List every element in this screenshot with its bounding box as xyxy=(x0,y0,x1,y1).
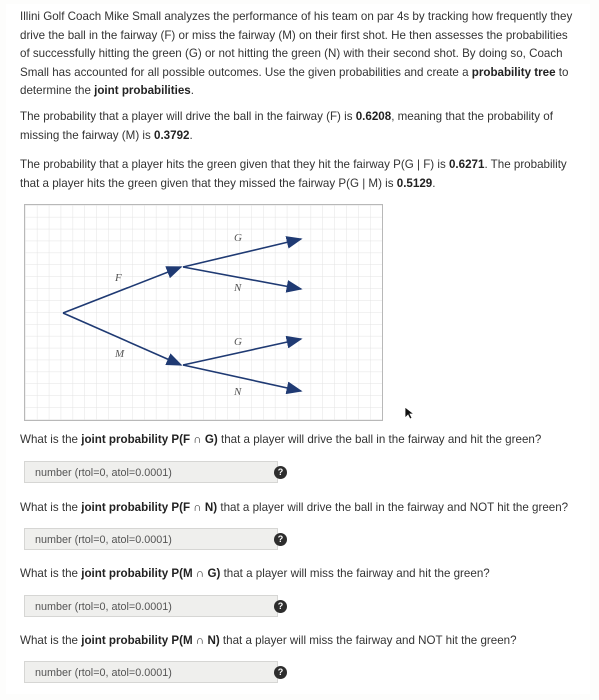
question-3-bold: joint probability P(M ∩ G) xyxy=(81,567,221,580)
text-run-4: . xyxy=(432,176,436,190)
question-4 xyxy=(20,634,585,647)
question-1-pre: What is the xyxy=(20,433,82,446)
question-3 xyxy=(20,567,585,580)
tree-label-g-top: G xyxy=(234,232,242,244)
help-icon-4[interactable]: ? xyxy=(274,666,287,679)
tree-label-n-top: N xyxy=(234,282,242,294)
text-run-2: . The probability that a player hits the green given that they missed the fairway P(G | M) is xyxy=(20,158,567,190)
answer-input-2[interactable]: number (rtol=0, atol=0.0001) xyxy=(24,528,278,550)
answer-input-1[interactable]: number (rtol=0, atol=0.0001) xyxy=(24,461,278,483)
question-1 xyxy=(20,433,585,446)
question-3-post: that a player will miss the fairway and hit the green? xyxy=(220,567,490,580)
problem-intro xyxy=(20,8,580,101)
mouse-cursor-icon xyxy=(404,406,416,420)
help-icon-3[interactable]: ? xyxy=(274,600,287,613)
tree-label-m: M xyxy=(115,348,125,360)
help-icon-1[interactable]: ? xyxy=(274,466,287,479)
tree-label-n-bottom: N xyxy=(234,386,242,398)
fairway-probability-text xyxy=(20,108,580,145)
question-2-bold: joint probability P(F ∩ N) xyxy=(81,501,218,514)
bold-run-3: joint probabilities xyxy=(94,84,191,97)
text-run-4: . xyxy=(190,84,194,97)
answer-input-3[interactable]: number (rtol=0, atol=0.0001) xyxy=(24,595,278,617)
problem-card xyxy=(6,4,590,694)
probability-tree-diagram xyxy=(24,204,383,421)
text-run-4: . xyxy=(189,128,193,142)
question-2-post: that a player will drive the ball in the fairway and NOT hit the green? xyxy=(217,501,569,514)
tree-label-g-bottom: G xyxy=(234,336,242,348)
answer-input-4[interactable]: number (rtol=0, atol=0.0001) xyxy=(24,661,278,683)
bold-run-1: 0.6271 xyxy=(448,158,485,171)
text-run-2: , meaning that the probability of missing the fairway (M) is xyxy=(20,110,553,142)
text-run-2: to determine the xyxy=(20,65,569,97)
tree-label-f: F xyxy=(115,272,122,284)
green-probability-text xyxy=(20,156,580,193)
bold-run-3: 0.3792 xyxy=(154,128,190,142)
question-4-pre: What is the xyxy=(20,634,82,647)
question-2 xyxy=(20,501,585,514)
bold-run-3: 0.5129 xyxy=(396,176,433,190)
question-4-post: that a player will miss the fairway and NOT hit the green? xyxy=(219,634,517,647)
text-run-0: The probability that a player hits the green given that they hit the fairway P(G | F) is xyxy=(20,158,449,171)
text-run-0: The probability that a player will drive the ball in the fairway (F) is xyxy=(20,110,356,123)
bold-run-1: 0.6208 xyxy=(355,110,392,123)
bold-run-1: probability tree xyxy=(471,65,556,79)
help-icon-2[interactable]: ? xyxy=(274,533,287,546)
text-run-0: Illini Golf Coach Mike Small analyzes the performance of his team on par 4s by tracking how frequently they drive the ball in the fairway (F) or miss the fairway (M) on their first shot. He then assesses the probabilities of successfully hitting the green (G) or not hitting the green (N) with their second shot. By doing so, Coach Small has accounted for all possible outcomes. Use the given probabilities and create a xyxy=(20,10,573,79)
question-4-bold: joint probability P(M ∩ N) xyxy=(81,634,220,647)
question-1-post: that a player will drive the ball in the fairway and hit the green? xyxy=(217,433,542,446)
question-1-bold: joint probability P(F ∩ G) xyxy=(81,433,218,446)
question-2-pre: What is the xyxy=(20,501,82,514)
tree-grid-svg xyxy=(25,205,382,420)
question-3-pre: What is the xyxy=(20,567,82,580)
